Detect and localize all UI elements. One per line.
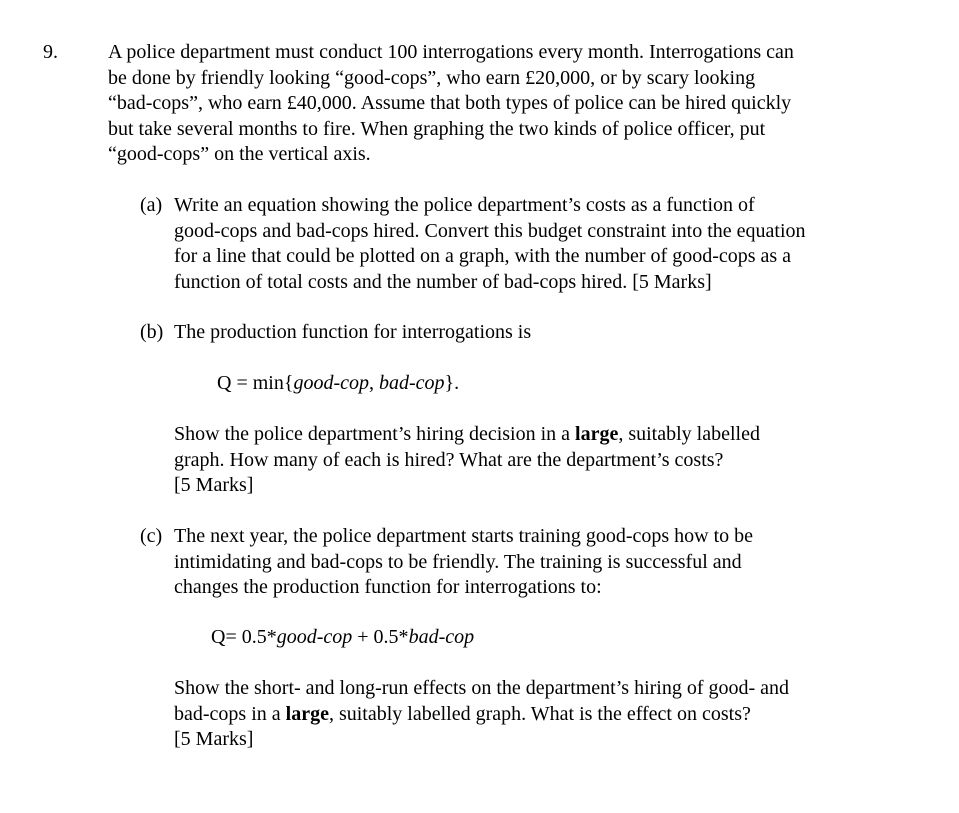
part-c-after-line: Show the short- and long-run effects on the department’s hiring of good- and	[174, 677, 790, 699]
part-c	[140, 524, 900, 601]
part-c-line: intimidating and bad-cops to be friendly. The training is successful and	[174, 550, 742, 573]
part-b	[140, 320, 900, 346]
intro-line: but take several months to fire. When graphing the two kinds of police officer, put	[108, 117, 766, 140]
intro-line: A police department must conduct 100 interrogations every month. Interrogations can	[108, 41, 794, 63]
part-c-text	[174, 524, 900, 601]
eq-b-var-bad-cop: bad-cop	[378, 372, 445, 394]
part-a-line: good-cops and bad-cops hired. Convert this budget constraint into the equation	[174, 219, 806, 242]
eq-c-var-bad-cop: bad-cop	[408, 626, 475, 648]
part-c-instructions	[174, 676, 894, 753]
part-c-marks: [5 Marks]	[174, 728, 254, 750]
part-c-after-line	[174, 702, 894, 728]
part-b-marks: [5 Marks]	[174, 474, 254, 496]
question-number: 9.	[43, 41, 58, 63]
part-c-equation	[211, 625, 474, 651]
eq-c-mid: + 0.5*	[352, 626, 409, 648]
intro-line: “good-cops” on the vertical axis.	[108, 143, 371, 165]
question-intro	[108, 40, 898, 168]
eq-c-prefix: Q= 0.5*	[211, 626, 277, 648]
part-a-line: Write an equation showing the police department’s costs as a function of	[174, 194, 755, 216]
intro-line: “bad-cops”, who earn £40,000. Assume that both types of police can be hired quickly	[108, 92, 792, 114]
eq-c-var-good-cop: good-cop	[276, 626, 353, 648]
part-c-line-pre: bad-cops in a	[174, 702, 286, 725]
part-b-instructions	[174, 422, 894, 499]
eq-b-suffix: }.	[444, 372, 460, 394]
part-c-line: changes the production function for interrogations to:	[174, 576, 602, 598]
part-b-line: graph. How many of each is hired? What are the department’s costs?	[174, 448, 724, 471]
part-b-line-pre: Show the police department’s hiring decision in a	[174, 423, 576, 445]
part-b-equation	[217, 371, 459, 397]
part-b-line	[174, 422, 894, 448]
part-c-line: The next year, the police department starts training good-cops how to be	[174, 525, 754, 547]
part-a-line: function of total costs and the number of bad-cops hired. [5 Marks]	[174, 270, 712, 293]
part-c-large-bold: large	[285, 702, 329, 725]
part-b-line-post: , suitably labelled	[618, 423, 760, 445]
part-a-label: (a)	[140, 194, 163, 216]
eq-b-var-good-cop: good-cop	[293, 372, 369, 394]
part-a-line: for a line that could be plotted on a graph, with the number of good-cops as a	[174, 245, 792, 267]
part-b-large-bold: large	[575, 423, 619, 445]
eq-b-prefix: Q = min{	[217, 372, 294, 394]
part-c-line-post: , suitably labelled graph. What is the effect on costs?	[328, 702, 751, 725]
part-b-label: (b)	[140, 321, 164, 343]
intro-line: be done by friendly looking “good-cops”, who earn £20,000, or by scary looking	[108, 66, 756, 89]
part-a	[140, 193, 900, 295]
part-a-text	[174, 193, 900, 295]
eq-b-sep: ,	[368, 372, 379, 394]
part-c-label: (c)	[140, 525, 163, 547]
part-b-intro: The production function for interrogations is	[174, 321, 532, 343]
